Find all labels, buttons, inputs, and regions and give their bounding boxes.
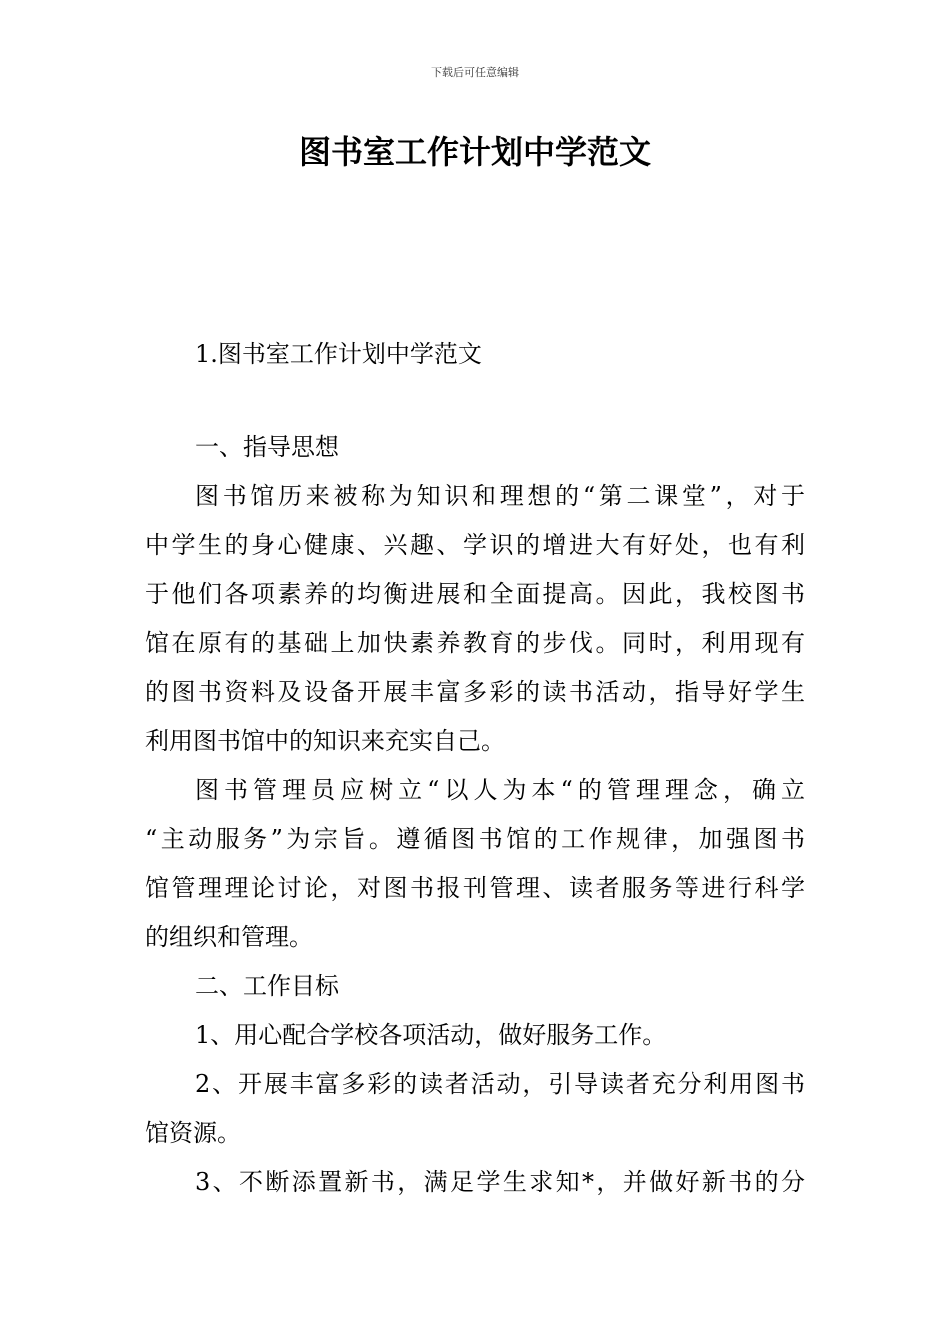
paragraph-line: 馆资源。 [145,1119,241,1147]
document-body [145,330,805,1207]
document-subtitle: 1.图书室工作计划中学范文 [195,340,482,368]
paragraph-line: 馆管理理论讨论，对图书报刊管理、读者服务等进行科学 [145,874,805,902]
list-item-goal-3: 3、不断添置新书，满足学生求知*，并做好新书的分 [195,1168,805,1196]
paragraph-line: 于他们各项素养的均衡进展和全面提高。因此，我校图书 [145,580,805,608]
list-item-goal-1: 1、用心配合学校各项活动，做好服务工作。 [195,1021,667,1049]
paragraph-line: “主动服务”为宗旨。遵循图书馆的工作规律，加强图书 [145,825,805,853]
section-heading-work-goals: 二、工作目标 [195,972,339,1000]
paragraph-management-philosophy [145,766,805,962]
paragraph-line: 图书管理员应树立“以人为本“的管理理念，确立 [195,776,805,804]
section-heading-guiding-ideas: 一、指导思想 [195,433,339,461]
paragraph-line: 的组织和管理。 [145,923,313,951]
spacer [145,379,805,423]
paragraph-line: 2、开展丰富多彩的读者活动，引导读者充分利用图书 [195,1070,805,1098]
paragraph-line: 利用图书馆中的知识来充实自己。 [145,727,505,755]
paragraph-library-role [145,472,805,766]
header-note: 下载后可任意编辑 [431,66,519,79]
paragraph-line: 中学生的身心健康、兴趣、学识的增进大有好处，也有利 [145,531,805,559]
paragraph-line: 图书馆历来被称为知识和理想的“第二课堂”，对于 [195,482,805,510]
document-title: 图书室工作计划中学范文 [298,133,651,171]
paragraph-line: 馆在原有的基础上加快素养教育的步伐。同时，利用现有 [145,629,805,657]
list-item-goal-2 [145,1060,805,1158]
paragraph-line: 的图书资料及设备开展丰富多彩的读书活动，指导好学生 [145,678,805,706]
